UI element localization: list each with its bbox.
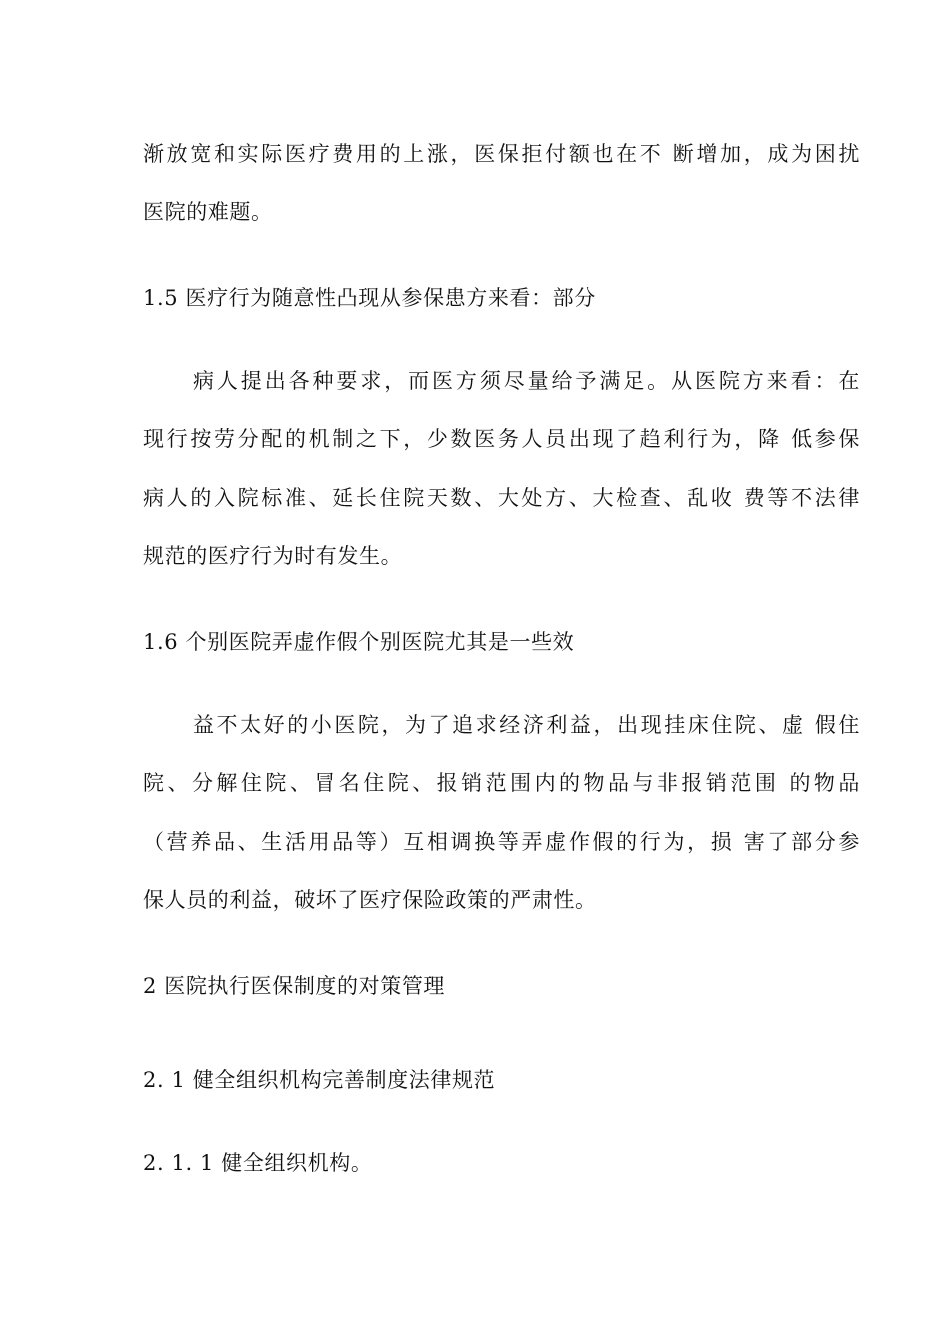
section-heading-1-6: 1.6 个别医院弄虚作假个别医院尤其是一些效 (143, 630, 575, 654)
body-text-line: 保人员的利益，破坏了医疗保险政策的严肃性。 (143, 888, 597, 912)
body-text-line: 现行按劳分配的机制之下，少数医务人员出现了趋利行为，降 低参保 (143, 427, 860, 451)
body-text-line: 渐放宽和实际医疗费用的上涨，医保拒付额也在不 断增加，成为困扰 (143, 142, 860, 166)
section-heading-1-5: 1.5 医疗行为随意性凸现从参保患方来看：部分 (143, 286, 596, 310)
body-text-line: 病人的入院标准、延长住院天数、大处方、大检查、乱收 费等不法律 (143, 486, 860, 510)
section-heading-2: 2 医院执行医保制度的对策管理 (143, 974, 446, 998)
body-text-line: 院、分解住院、冒名住院、报销范围内的物品与非报销范围 的物品 (143, 771, 860, 795)
body-text-line: 病人提出各种要求，而医方须尽量给予满足。从医院方来看：在 (193, 369, 860, 393)
body-text-line: 医院的难题。 (143, 200, 273, 224)
body-text-line: 规范的医疗行为时有发生。 (143, 544, 403, 568)
body-text-line: 益不太好的小医院，为了追求经济利益，出现挂床住院、虚 假住 (193, 713, 860, 737)
body-text-line: （营养品、生活用品等）互相调换等弄虚作假的行为，损 害了部分参 (143, 830, 860, 854)
section-heading-2-1: 2. 1 健全组织机构完善制度法律规范 (143, 1068, 496, 1092)
section-heading-2-1-1: 2. 1. 1 健全组织机构。 (143, 1151, 373, 1175)
